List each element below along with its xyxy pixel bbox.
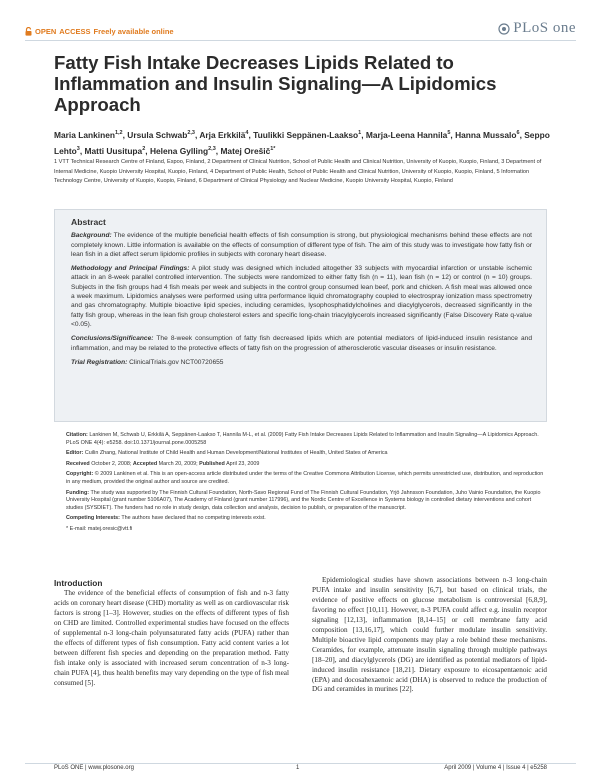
- competing-text: The authors have declared that no competing interests exist.: [121, 515, 266, 522]
- open-lock-icon: [25, 27, 32, 36]
- footer-journal[interactable]: PLoS ONE | www.plosone.org: [54, 765, 134, 771]
- author-affiliation-marker: 5: [447, 130, 451, 136]
- author-name: Maria Lankinen$^{1,2}$: [54, 129, 123, 140]
- introduction-heading: Introduction: [54, 578, 103, 588]
- copyright-label: Copyright:: [66, 471, 94, 478]
- dates-line: [66, 461, 546, 469]
- background-text: The evidence of the multiple beneficial health effects of fish consumption is strong, but physiological mechanisms behind these effects are not completely known. Little information is available on the effects of consumption of different type of fish. The aim of this study was to investigate how fatty fish or lean fish in a diet affect serum lipidomic profiles in subjects with coronary heart disease.: [71, 232, 532, 258]
- author-affiliation-marker: 3: [76, 145, 80, 152]
- editor-label: Editor:: [66, 450, 84, 457]
- author-list: Maria Lankinen$^{1,2}$, Ursula Schwab$^{2,3}$, Arja Erkkilä$^4$, Tuulikki Seppänen-Laakso$^1$, Marja-Leena Hannila$^5$, Hanna Mussalo$^6$, Seppo Lehto$^3$, Matti Uusitupa$^2$, Helena Gylling$^{2,3}$, Matej Orešič$^{1*}$: [54, 129, 550, 156]
- header-divider: [25, 40, 576, 41]
- trial-label: Trial Registration:: [71, 358, 128, 366]
- funding-text: The study was supported by The Finnish Cultural Foundation, North-Savo Regional Fund of The Finnish Cultural Foundation, Yrjö Jahnsson Foundation, Juho Vainio Foundation, the Kuopio University Hospital (grant number 5106A07), The Academy of Finland (grant number 117996), and the Nordic Centre of Excellence in Systems biology in controlled dietary interventions and cohort studies (SYSDIET). The funders had no role in study design, data collection and analysis, decision to publish, or preparation of the manuscript.: [66, 489, 541, 511]
- citation-label: Citation:: [66, 432, 88, 438]
- copyright-text: © 2009 Lankinen et al. This is an open-access article distributed under the terms of the Creative Commons Attribution License, which permits unrestricted use, distribution, and reproduction in any medium, provided the original author and source are credited.: [66, 471, 544, 485]
- article-title: Fatty Fish Intake Decreases Lipids Related to Inflammation and Insulin Signaling—A Lipidomics Approach: [54, 52, 497, 115]
- citation-text: Lankinen M, Schwab U, Erkkilä A, Seppänen-Laakso T, Hannila M-L, et al. (2009) Fatty Fish Intake Decreases Lipids Related to Inflammation and Insulin Signaling—A Lipidomics Approach. PLoS ONE 4(4): e5258. doi:10.1371/journal.pone.0005258: [66, 432, 539, 446]
- plos-globe-icon: [498, 23, 510, 35]
- footer-divider: [25, 763, 576, 764]
- received-date: October 2, 2008;: [91, 460, 132, 467]
- author-affiliation-marker: 1*: [270, 145, 276, 152]
- open-access-badge: [25, 27, 174, 36]
- trial-link[interactable]: ClinicalTrials.gov NCT00720655: [129, 358, 224, 366]
- free-online-label: Freely available online: [93, 27, 174, 36]
- funding-line: [66, 490, 546, 513]
- competing-label: Competing Interests:: [66, 515, 120, 522]
- author-affiliation-marker: 1,2: [114, 130, 123, 136]
- competing-line: [66, 515, 546, 523]
- conclusions-label: Conclusions/Significance:: [71, 335, 154, 343]
- open-label: OPEN: [35, 27, 57, 36]
- editor-text: Cuilin Zhang, National Institute of Child Health and Human Development/National Institutes of Health, United States of America: [84, 450, 388, 457]
- abstract-background: [71, 231, 532, 259]
- author-affiliation-marker: 2,3: [208, 145, 216, 152]
- author-name: Marja-Leena Hannila$^5$: [365, 129, 451, 140]
- author-name: Hanna Mussalo$^6$: [455, 129, 520, 140]
- body-left-column: The evidence of the beneficial effects of consumption of fish and n-3 fatty acids on coronary heart disease (CHD) mortality as well as on cardiovascular risk factors is strong [1–3]. However, studies on the effects of different types of fish on CHD are limited. Controlled experimental studies have focused on the effects of supplemental n-3 long-chain polyunsaturated fatty acids (PUFA) rather than the effects of different types of fish consumption. Fatty acid content varies a lot between different fish species and depending on the preparation method. Fatty fish intake only is associated with increased serum concentration of n-3 long-chain PUFA [4], thus health benefits may vary depending on the type of fish meal consumed [5].: [54, 589, 289, 687]
- author-name: Arja Erkkilä$^4$: [199, 129, 249, 140]
- journal-logo-text: PLoS one: [513, 20, 576, 36]
- background-label: Background:: [71, 232, 112, 240]
- methods-label: Methodology and Principal Findings:: [71, 265, 190, 273]
- page-number: 1: [296, 765, 300, 771]
- author-affiliation-marker: 2,3: [187, 130, 195, 136]
- author-name: Matej Orešič$^{1*}$: [220, 145, 276, 156]
- author-name: Tuulikki Seppänen-Laakso$^1$: [253, 129, 362, 140]
- abstract-trial: [71, 358, 532, 367]
- methods-text: A pilot study was designed which included altogether 33 subjects with myocardial infarction or unstable ischemic attack in an 8-week parallel controlled intervention. The subjects were randomized to either fatty fish (n = 11), lean fish (n = 12) or control (n = 10) groups. Subjects in the fish groups had 4 fish meals per week and subjects in the control group consumed lean beef, pork and chicken. A fish meal was allowed once a week maximum. Lipidomics analyses were performed using ultra performance liquid chromatography coupled to electrospray ionization mass spectrometry and gas chromatography. Multiple bioactive lipid species, including ceramides, lysophosphatidylcholines and diacylglycerols, decreased significantly in the fatty fish group, whereas in the lean fish group cholesterol esters and specific long-chain triacylglycerols increased significantly (False Discovery Rate q-value <0.05).: [71, 265, 532, 328]
- copyright-line: [66, 471, 546, 486]
- journal-logo[interactable]: [498, 20, 576, 37]
- author-affiliation-marker: 6: [516, 130, 520, 136]
- body-right-column: Epidemiological studies have shown associations between n-3 long-chain PUFA intake and insulin sensitivity [6,7], but based on clinical trials, the evidence of positive effects on glucose metabolism is controversial [6,8,9], favoring no effect [10,11]. However, n-3 PUFA could affect e.g. insulin receptor signaling [12,13], inflammation [8,14–15] or cell membrane fatty acid composition [13,16,17], which could further modulate insulin sensitivity. Multiple bioactive lipid components may play a role behind these mechanisms. Ceramides, for example, attenuate insulin signaling through multiple pathways [18–20], and diacylglycerols (DG) are identified as potential mediators of lipid-induced insulin resistance [18,21]. Dietary exposure to eicosapentaenoic acid (EPA) and docosahexaenoic acid (DHA) is observed to reduce the production of DG and ceramides in murines [22].: [312, 576, 547, 694]
- citation-line: [66, 432, 546, 447]
- conclusions-text: The 8-week consumption of fatty fish decreased lipids which are potential mediators of lipid-induced insulin resistance and inflammation, and may be related to the protective effects of fatty fish on the progression of atherosclerotic vascular diseases or insulin resistance.: [71, 335, 532, 352]
- published-date: April 23, 2009: [226, 460, 260, 467]
- accepted-label: Accepted: [132, 460, 158, 467]
- received-label: Received: [66, 460, 90, 467]
- author-name: Helena Gylling$^{2,3}$: [149, 145, 216, 156]
- email-line[interactable]: * E-mail: matej.oresic@vtt.fi: [66, 525, 133, 532]
- access-label: ACCESS: [59, 27, 91, 36]
- author-name: Ursula Schwab$^{2,3}$: [127, 129, 195, 140]
- abstract-box: [54, 209, 547, 422]
- author-affiliation-marker: 4: [245, 130, 249, 136]
- editor-line: [66, 450, 546, 458]
- accepted-date: March 20, 2009;: [158, 460, 198, 467]
- author-name: Seppo Lehto$^3$: [54, 129, 550, 156]
- funding-label: Funding:: [66, 489, 90, 496]
- abstract-methods: [71, 264, 532, 329]
- citation-block: [66, 432, 546, 537]
- author-name: Matti Uusitupa$^2$: [84, 145, 146, 156]
- author-affiliation-marker: 2: [142, 145, 146, 152]
- footer-issue: April 2009 | Volume 4 | Issue 4 | e5258: [444, 765, 547, 771]
- author-affiliation-marker: 1: [358, 130, 362, 136]
- affiliations: 1 VTT Technical Research Centre of Finland, Espoo, Finland, 2 Department of Clinical Nutrition, School of Public Health and Clinical Nutrition, University of Kuopio, Kuopio, Finland, 3 Department of Internal Medicine, Kuopio University Hospital, Kuopio, Finland, 4 Department of Public Health, School of Public Health and Clinical Nutrition, University of Kuopio, Kuopio, Finland, 5 Information Technology Centre, University of Kuopio, Kuopio, Finland, 6 Department of Clinical Physiology and Nuclear Medicine, Kuopio University Hospital, Kuopio, Finland: [54, 159, 542, 184]
- abstract-conclusions: [71, 334, 532, 353]
- abstract-heading: Abstract: [71, 217, 106, 227]
- published-label: Published: [199, 460, 225, 467]
